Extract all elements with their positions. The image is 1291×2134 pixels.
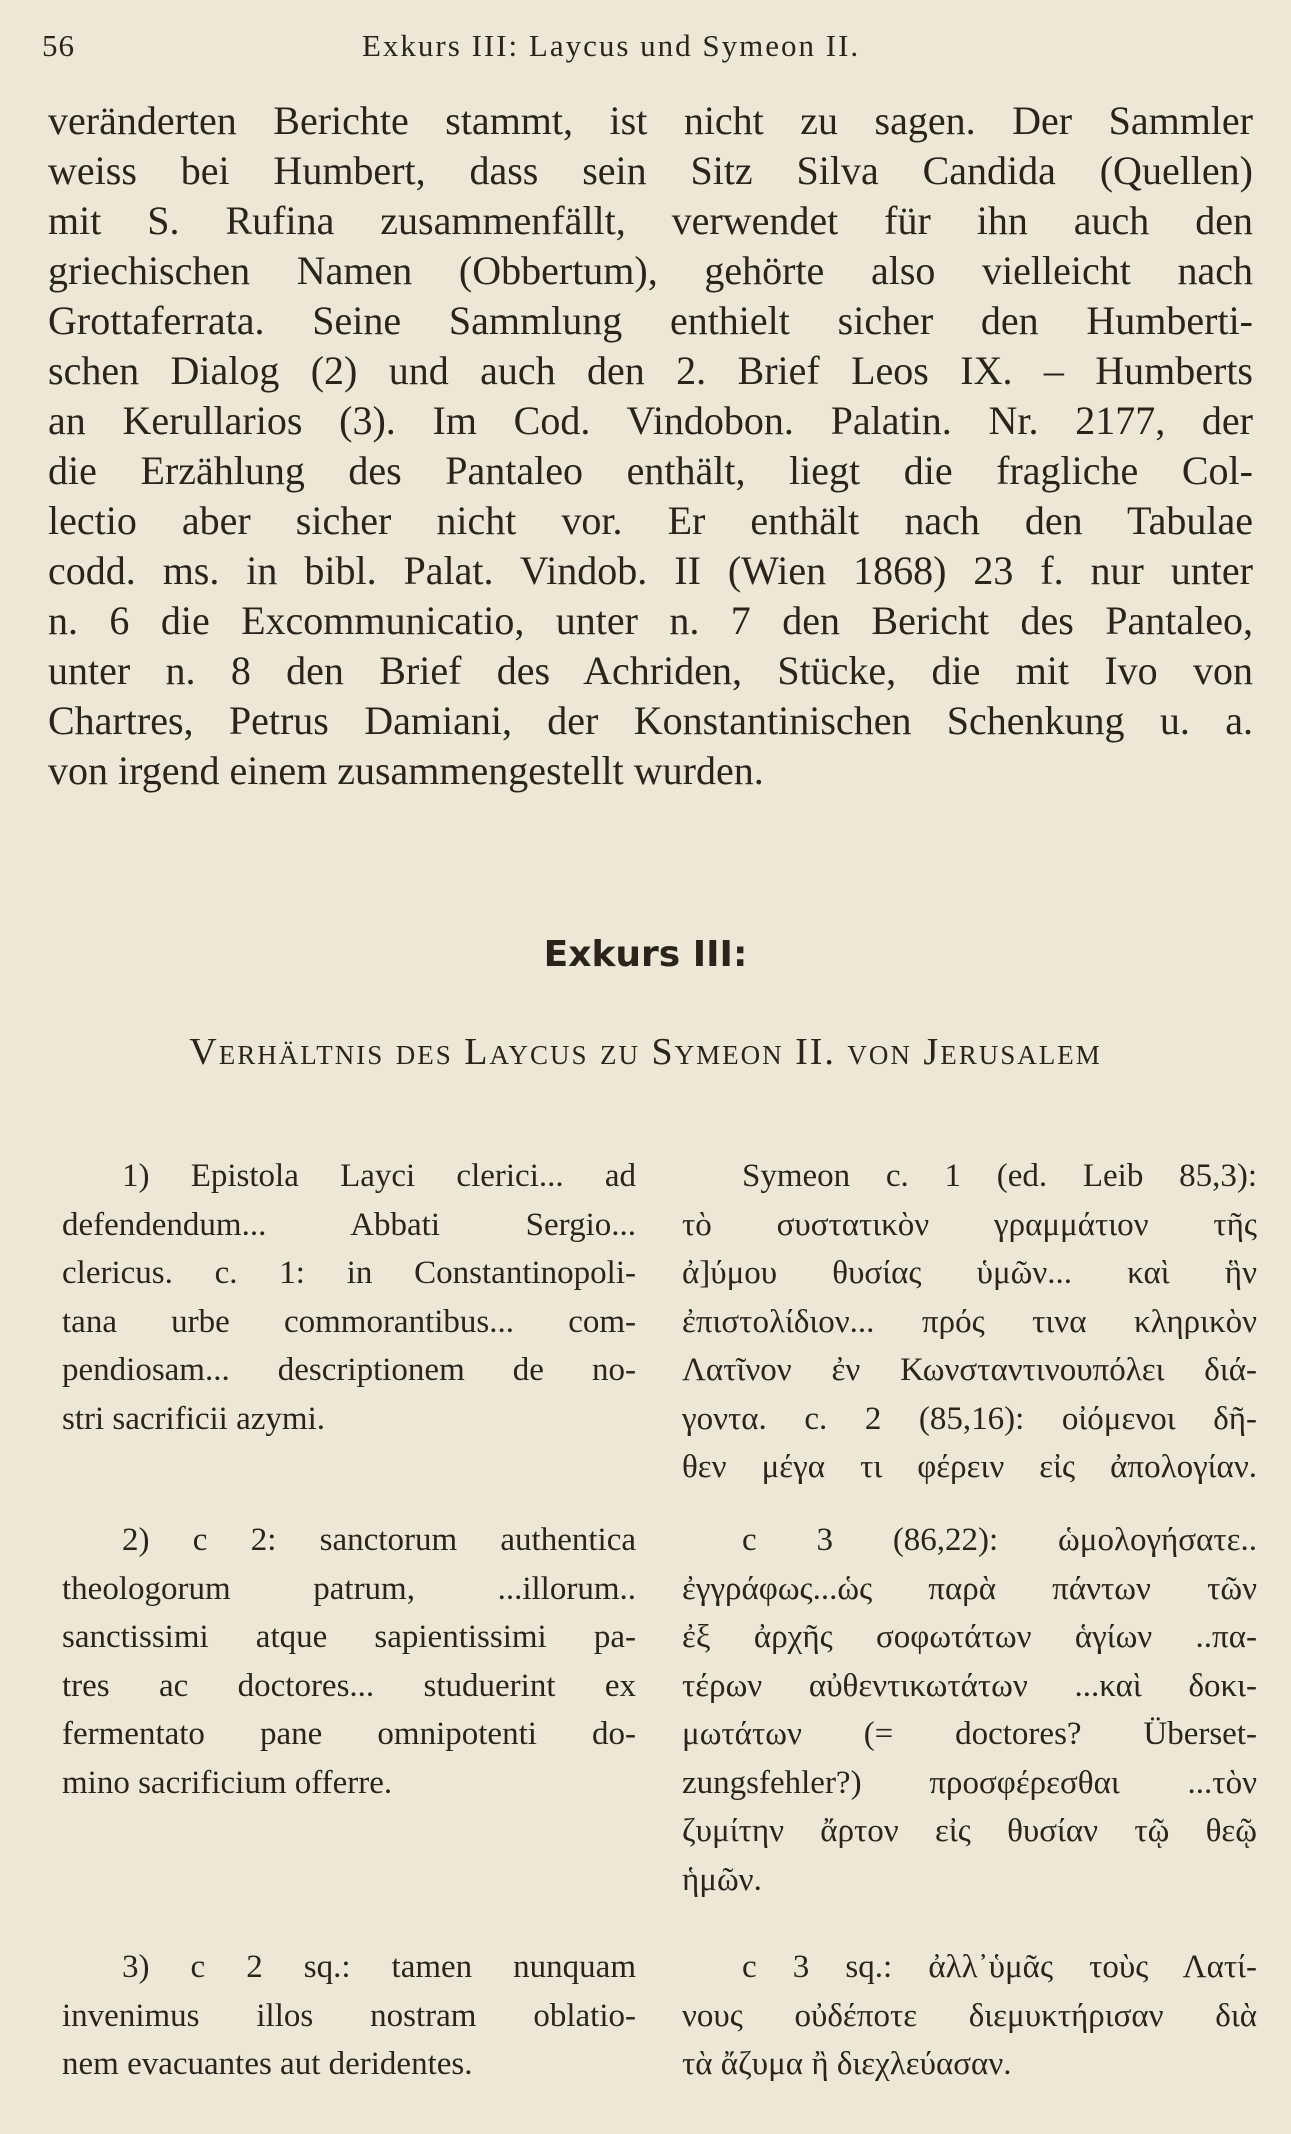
left-column-block-3: [62, 1943, 636, 2089]
section-heading: Exkurs III:: [543, 934, 748, 975]
body-line: an Kerullarios (3). Im Cod. Vindobon. Palatin. Nr. 2177, der: [48, 398, 1253, 443]
column-line: τέρων αὐθεντικωτάτων ...καὶ δοκι-: [682, 1667, 1257, 1704]
body-line: griechischen Namen (Obbertum), gehörte also vielleicht nach: [48, 248, 1253, 293]
column-line: tana urbe commorantibus... com-: [62, 1303, 636, 1340]
column-line: μωτάτων (= doctores? Überset-: [682, 1716, 1257, 1752]
column-line: ἡμῶν.: [682, 1861, 762, 1898]
column-line: stri sacrificii azymi.: [62, 1400, 325, 1437]
column-line: Symeon c. 1 (ed. Leib 85,3):: [742, 1158, 1257, 1194]
body-line: weiss bei Humbert, dass sein Sitz Silva Candida (Quellen): [48, 148, 1253, 193]
left-column-block-1: [62, 1152, 636, 1443]
column-line: theologorum patrum, ...illorum..: [62, 1570, 636, 1607]
column-line: 1) Epistola Layci clerici... ad: [122, 1158, 636, 1194]
column-line: invenimus illos nostram oblatio-: [62, 1997, 636, 2034]
column-line: clericus. c. 1: in Constantinopoli-: [62, 1255, 636, 1291]
column-line: ἐπιστολίδιον... πρός τινα κληρικὸν: [682, 1303, 1257, 1340]
page-number: 56: [42, 28, 75, 63]
column-line: θεν μέγα τι φέρειν εἰς ἀπολογίαν.: [682, 1449, 1257, 1485]
column-line: 3) c 2 sq.: tamen nunquam: [122, 1949, 636, 1985]
column-line: τὰ ἄζυμα ἢ διεχλεύασαν.: [682, 2046, 1012, 2082]
body-line: mit S. Rufina zusammenfällt, verwendet für ihn auch den: [48, 198, 1253, 243]
body-line: die Erzählung des Pantaleo enthält, liegt die fragliche Col-: [48, 448, 1253, 493]
column-line: ἐγγράφως...ὡς παρὰ πάντων τῶν: [682, 1570, 1257, 1607]
running-title: Exkurs III: Laycus und Symeon II.: [362, 28, 861, 63]
right-column-block-1: [682, 1152, 1257, 1492]
body-line: Chartres, Petrus Damiani, der Konstantinischen Schenkung u. a.: [48, 698, 1253, 743]
column-line: pendiosam... descriptionem de no-: [62, 1352, 636, 1388]
right-column-block-2: [682, 1516, 1257, 1904]
body-line: codd. ms. in bibl. Palat. Vindob. II (Wien 1868) 23 f. nur unter: [48, 548, 1253, 593]
column-line: fermentato pane omnipotenti do-: [62, 1716, 636, 1752]
column-line: zungsfehler?) προσφέρεσθαι ...τὸν: [682, 1764, 1257, 1801]
column-line: ἀ]ύμου θυσίας ὑμῶν... καὶ ἣν: [682, 1255, 1257, 1291]
body-line: schen Dialog (2) und auch den 2. Brief Leos IX. – Humberts: [48, 348, 1253, 393]
column-line: ζυμίτην ἄρτον εἰς θυσίαν τῷ θεῷ: [682, 1813, 1257, 1849]
section-subheading: Verhältnis des Laycus zu Symeon II. von Jerusalem: [189, 1031, 1102, 1073]
column-line: tres ac doctores... studuerint ex: [62, 1667, 636, 1704]
column-line: defendendum... Abbati Sergio...: [62, 1206, 636, 1243]
column-line: γοντα. c. 2 (85,16): οἰόμενοι δῆ-: [682, 1400, 1257, 1437]
column-line: 2) c 2: sanctorum authentica: [122, 1522, 636, 1558]
column-line: c 3 (86,22): ὡμολογήσατε..: [742, 1522, 1257, 1558]
body-line: von irgend einem zusammengestellt wurden.: [48, 748, 764, 793]
column-line: sanctissimi atque sapientissimi pa-: [62, 1619, 636, 1655]
column-line: ἐξ ἀρχῆς σοφωτάτων ἁγίων ..πα-: [682, 1619, 1257, 1655]
page-header: [42, 24, 1251, 74]
column-line: Λατῖνον ἐν Κωνσταντινουπόλει διά-: [682, 1352, 1257, 1388]
body-line: lectio aber sicher nicht vor. Er enthält nach den Tabulae: [48, 498, 1253, 543]
column-line: νους οὐδέποτε διεμυκτήρισαν διὰ: [682, 1997, 1257, 2034]
body-line: n. 6 die Excommunicatio, unter n. 7 den Bericht des Pantaleo,: [48, 598, 1253, 643]
body-line: Grottaferrata. Seine Sammlung enthielt sicher den Humberti-: [48, 298, 1253, 343]
body-paragraph: [48, 96, 1253, 796]
column-line: τὸ συστατικὸν γραμμάτιον τῆς: [682, 1206, 1257, 1243]
right-column-block-3: [682, 1943, 1257, 2089]
column-line: nem evacuantes aut deridentes.: [62, 2046, 473, 2082]
left-column-block-2: [62, 1516, 636, 1807]
body-line: veränderten Berichte stammt, ist nicht zu sagen. Der Sammler: [48, 98, 1253, 143]
column-line: c 3 sq.: ἀλλ᾿ὑμᾶς τοὺς Λατί-: [742, 1949, 1257, 1985]
column-line: mino sacrificium offerre.: [62, 1764, 393, 1801]
body-line: unter n. 8 den Brief des Achriden, Stücke, die mit Ivo von: [48, 648, 1253, 693]
